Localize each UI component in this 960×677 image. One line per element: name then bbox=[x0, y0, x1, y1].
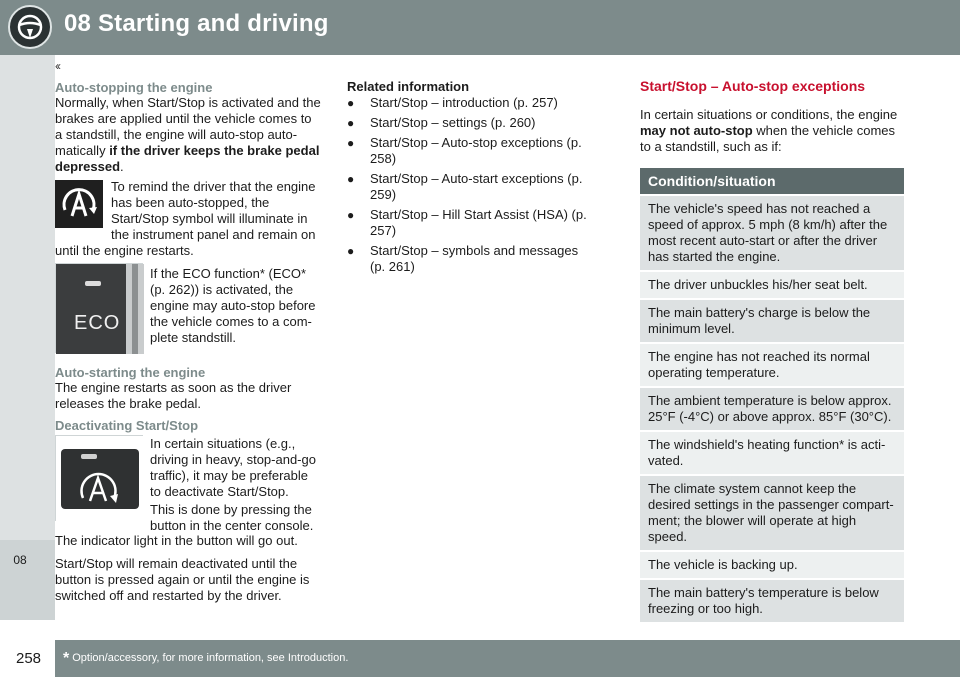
table-row: The driver unbuckles his/her seat belt. bbox=[640, 270, 904, 298]
related-link[interactable]: ● Start/Stop – symbols and messages (p. 261) bbox=[347, 243, 579, 274]
deactivate-paragraph-4: Start/Stop will remain deactivated until the button is pressed again or until the engine is switched off and restarted by the driver. bbox=[55, 556, 310, 603]
table-row: The windshield's heating function* is acti-vated. bbox=[640, 430, 904, 474]
conditions-table bbox=[640, 168, 904, 622]
table-header: Condition/situation bbox=[640, 168, 904, 194]
related-link[interactable]: ● Start/Stop – Auto-stop exceptions (p. 258) bbox=[347, 135, 582, 166]
table-row: The climate system cannot keep the desired settings in the passenger compart-ment; the blower will operate at high speed. bbox=[640, 474, 904, 550]
section-heading: Start/Stop – Auto-stop exceptions bbox=[640, 78, 866, 94]
related-link[interactable]: ● Start/Stop – settings (p. 260) bbox=[347, 115, 536, 130]
intro-paragraph: In certain situations or conditions, the engine may not auto-stop when the vehicle comes to a standstill, such as if: bbox=[640, 107, 898, 154]
back-link[interactable]: ‹‹ bbox=[55, 59, 59, 73]
footnote: * Option/accessory, for more information, see Introduction. bbox=[63, 650, 349, 667]
start-stop-button-icon bbox=[55, 435, 143, 521]
chapter-title: 08 Starting and driving bbox=[64, 10, 329, 37]
table-row: The vehicle's speed has not reached a speed of approx. 5 mph (8 km/h) after the most recent auto-start or after the driver has started the engine. bbox=[640, 194, 904, 270]
chapter-tab[interactable] bbox=[0, 540, 55, 620]
auto-start-paragraph: The engine restarts as soon as the driver releases the brake pedal. bbox=[55, 380, 292, 411]
steering-wheel-icon bbox=[8, 5, 52, 49]
table-row: The vehicle is backing up. bbox=[640, 550, 904, 578]
deactivate-heading: Deactivating Start/Stop bbox=[55, 418, 199, 433]
auto-stop-heading: Auto-stopping the engine bbox=[55, 80, 213, 95]
table-row: The ambient temperature is below approx. 25°F (-4°C) or above approx. 85°F (30°C). bbox=[640, 386, 904, 430]
related-information-heading: Related information bbox=[347, 79, 470, 94]
related-link[interactable]: ● Start/Stop – Auto-start exceptions (p. 259) bbox=[347, 171, 583, 202]
chapter-tab-label: 08 bbox=[13, 553, 27, 567]
table-row: The main battery's charge is below the minimum level. bbox=[640, 298, 904, 342]
page-number: 258 bbox=[0, 640, 55, 677]
related-link[interactable]: ● Start/Stop – introduction (p. 257) bbox=[347, 95, 558, 110]
start-stop-reminder-text: To remind the driver that the engine has been auto-stopped, the Start/Stop symbol will illuminate in the instrument panel and remain on bbox=[111, 179, 316, 242]
side-band bbox=[0, 55, 55, 620]
auto-stop-paragraph: Normally, when Start/Stop is activated and the brakes are applied until the vehicle comes to a standstill, the engine will auto-stop auto-matically if the driver keeps the brake pedal depressed. bbox=[55, 95, 321, 174]
eco-button-icon bbox=[55, 263, 143, 353]
deactivate-paragraph-3: The indicator light in the button will go out. bbox=[55, 533, 298, 548]
start-stop-reminder-tail: until the engine restarts. bbox=[55, 243, 194, 258]
eco-label: ECO bbox=[74, 312, 121, 334]
table-row: The engine has not reached its normal operating temperature. bbox=[640, 342, 904, 386]
deactivate-paragraph-1: In certain situations (e.g., driving in heavy, stop-and-go traffic), it may be preferable to deactivate Start/Stop. bbox=[150, 436, 316, 499]
eco-paragraph: If the ECO function* (ECO* (p. 262)) is activated, the engine may auto-stop before the vehicle comes to a com-plete standstill. bbox=[150, 266, 316, 345]
auto-start-heading: Auto-starting the engine bbox=[55, 365, 206, 380]
table-row: The main battery's temperature is below freezing or too high. bbox=[640, 578, 904, 622]
start-stop-symbol-icon bbox=[55, 180, 103, 228]
related-link[interactable]: ● Start/Stop – Hill Start Assist (HSA) (p. 257) bbox=[347, 207, 587, 238]
deactivate-paragraph-2: This is done by pressing the button in the center console. bbox=[150, 502, 314, 533]
related-information-list bbox=[347, 95, 587, 279]
